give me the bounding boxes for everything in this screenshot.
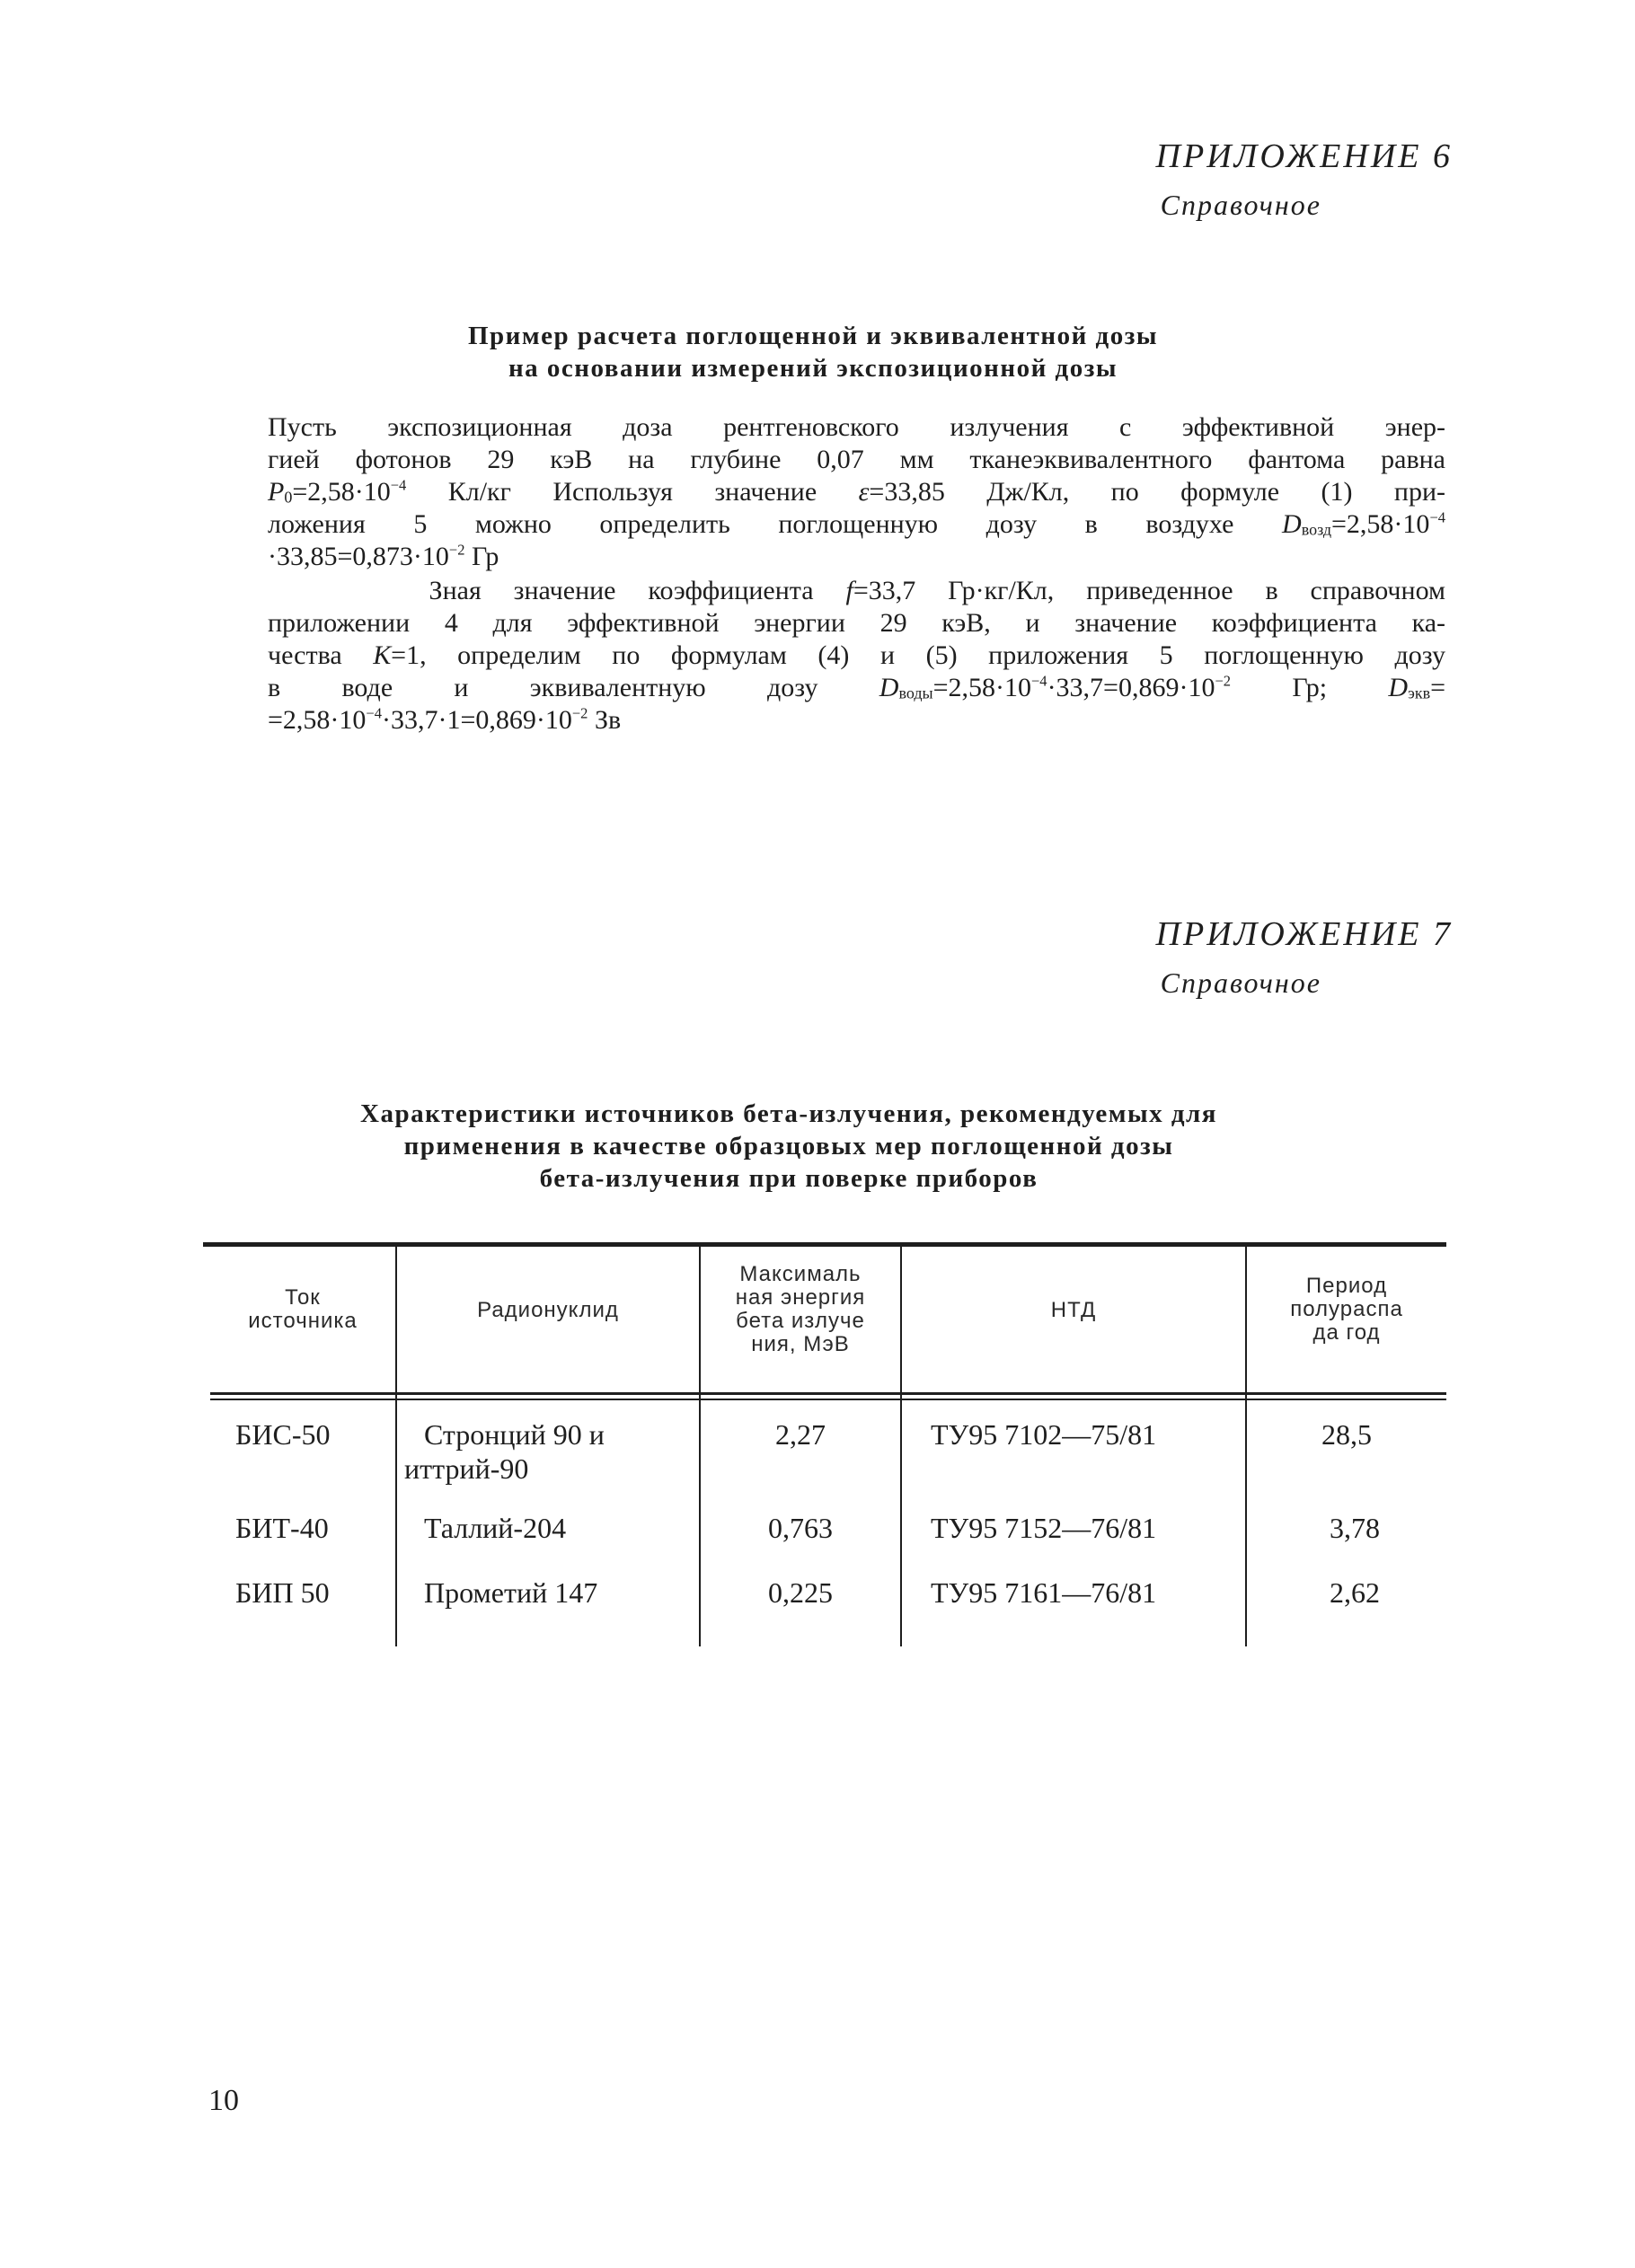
paragraph-line: в воде и эквивалентную дозу $D_{воды}=2,58\cdot 10^{-4}\cdot 33,7=0,869\cdot 10^{-2}$ Гр; $D_{экв}=$ — [268, 672, 1445, 702]
appendix-6-subtitle: Справочное — [1160, 189, 1321, 221]
cell-line: иттрий-90 — [404, 1452, 529, 1485]
cell-ntd: ТУ95 7161—76/81 — [931, 1576, 1157, 1609]
cell-nuclide — [424, 1511, 694, 1545]
header-line: да год — [1312, 1320, 1381, 1345]
appendix-6-paragraph-2 — [268, 575, 1445, 737]
header-line: Максималь — [739, 1262, 862, 1286]
cell-ntd: ТУ95 7152—76/81 — [931, 1512, 1157, 1544]
paragraph-line: Пусть экспозиционная доза рентгеновского излучения с эффективной энер- — [268, 412, 1445, 442]
header-line: ния, МэВ — [751, 1332, 850, 1356]
appendix-6-title-line-1: Пример расчета поглощенной и эквивалентной дозы — [467, 322, 1158, 350]
cell-line: Прометий 147 — [424, 1576, 598, 1609]
table-top-rule — [203, 1242, 1446, 1247]
cell-source-type: БИП 50 — [235, 1576, 330, 1609]
cell-half-life: 2,62 — [1330, 1576, 1380, 1609]
header-line: НТД — [1050, 1298, 1097, 1322]
cell-line: Стронций 90 и — [424, 1418, 605, 1451]
paragraph-line: приложении 4 для эффективной энергии 29 кэВ, и значение коэффициента ка- — [268, 608, 1445, 638]
cell-nuclide — [424, 1575, 694, 1610]
appendix-7-title — [0, 1098, 1606, 1195]
header-line: Радионуклид — [477, 1298, 619, 1322]
header-source-type — [210, 1286, 395, 1333]
cell-ntd: ТУ95 7102—75/81 — [931, 1418, 1157, 1451]
paragraph-line: $=2,58\cdot 10^{-4}\cdot 33,7\cdot 1=0,869\cdot 10^{-2}$ Зв — [268, 704, 622, 735]
appendix-7-title-line-2: применения в качестве образцовых мер поглощенной дозы — [403, 1132, 1174, 1160]
appendix-7-title-line-1: Характеристики источников бета-излучения, рекомендуемых для — [360, 1099, 1217, 1128]
header-ntd — [902, 1299, 1245, 1322]
cell-source-type: БИТ-40 — [235, 1512, 329, 1544]
cell-half-life: 28,5 — [1321, 1418, 1372, 1451]
paragraph-line: чества К=1, определим по формулам (4) и (5) приложения 5 поглощенную дозу — [268, 640, 1446, 670]
appendix-6-paragraph-1 — [268, 411, 1445, 573]
appendix-6-title — [0, 320, 1631, 384]
paragraph-line: Зная значение коэффициента f=33,7 Гр·кг/Кл, приведенное в справочном — [268, 576, 1445, 605]
header-line: источника — [248, 1309, 358, 1333]
cell-max-energy: 2,27 — [775, 1418, 826, 1451]
cell-max-energy: 0,763 — [768, 1512, 833, 1544]
appendix-7-title-line-3: бета-излучения при поверке приборов — [539, 1164, 1038, 1193]
appendix-6-label: ПРИЛОЖЕНИЕ 6 — [1155, 137, 1453, 175]
appendix-6-title-line-2: на основании измерений экспозиционной дозы — [508, 354, 1118, 383]
header-half-life — [1247, 1275, 1446, 1345]
paragraph-line: $Р_0=2,58\cdot 10^{-4}$ Кл/кг Используя значение ε=33,85 Дж/Кл, по формуле (1) при- — [268, 476, 1446, 507]
header-line: ная энергия — [735, 1285, 866, 1310]
cell-nuclide — [404, 1417, 674, 1486]
header-line: Период — [1305, 1274, 1388, 1298]
cell-line: Таллий-204 — [424, 1512, 567, 1544]
cell-source-type: БИС-50 — [235, 1418, 331, 1451]
cell-max-energy: 0,225 — [768, 1576, 833, 1609]
cell-half-life: 3,78 — [1330, 1512, 1380, 1544]
appendix-7-label: ПРИЛОЖЕНИЕ 7 — [1155, 915, 1453, 953]
header-line: бета излуче — [736, 1309, 865, 1333]
header-nuclide — [397, 1299, 699, 1322]
header-line: Ток — [285, 1285, 321, 1310]
paragraph-line: гией фотонов 29 кэВ на глубине 0,07 мм тканеэквивалентного фантома равна — [268, 445, 1445, 474]
page-number: 10 — [208, 2084, 239, 2117]
header-max-energy — [701, 1263, 900, 1356]
header-line: полураспа — [1290, 1297, 1403, 1321]
appendix-7-subtitle: Справочное — [1160, 966, 1321, 999]
paragraph-line: $\cdot 33,85=0,873\cdot 10^{-2}$ Гр — [268, 541, 499, 571]
paragraph-line: ложения 5 можно определить поглощенную дозу в воздухе $D_{возд}=2,58\cdot 10^{-4}$ — [268, 508, 1445, 539]
